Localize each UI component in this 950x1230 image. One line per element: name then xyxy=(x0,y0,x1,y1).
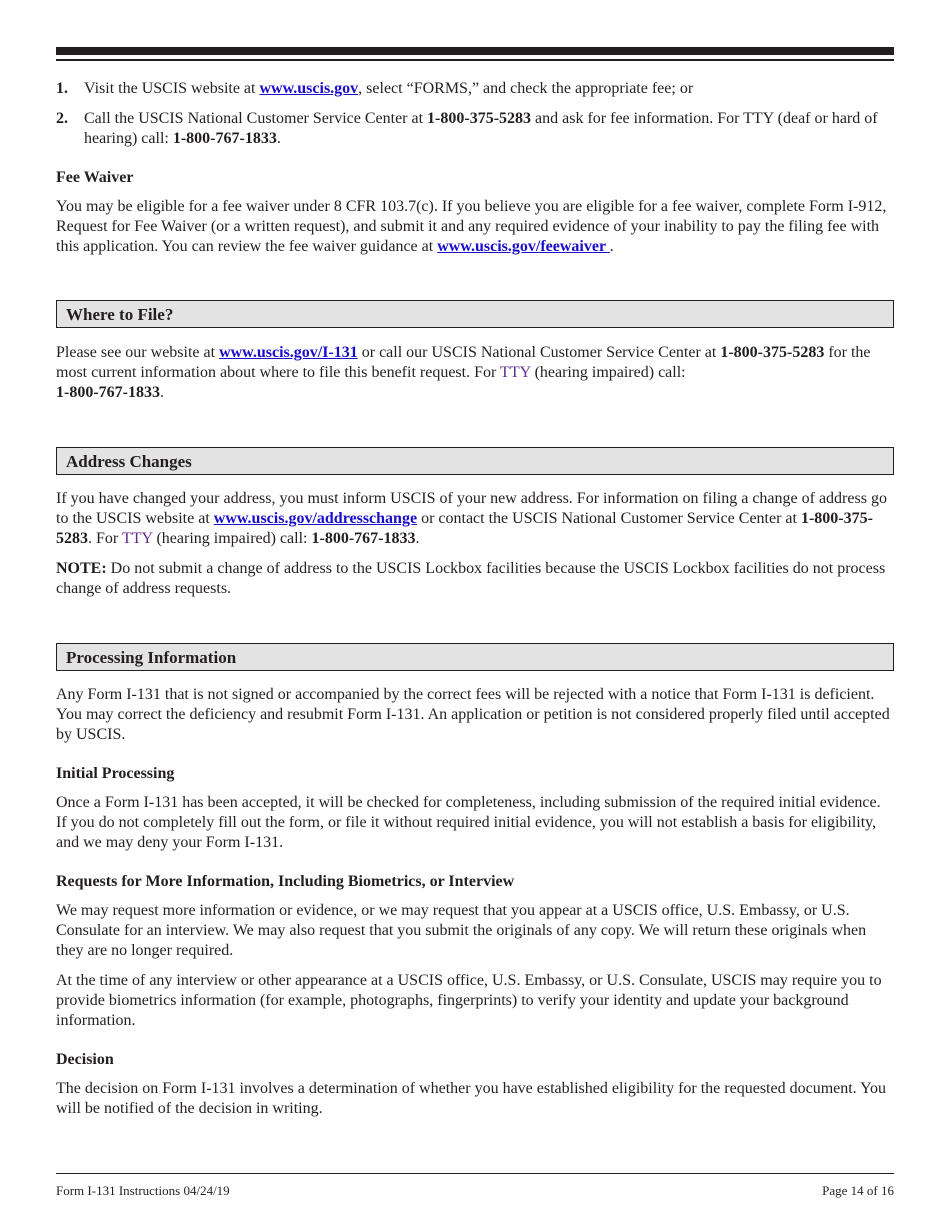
fee-waiver-heading: Fee Waiver xyxy=(56,169,134,186)
tty-text: TTY xyxy=(500,364,531,381)
biometrics-paragraph: At the time of any interview or other appearance at a USCIS office, U.S. Embassy, or U.S. Consulate, USCIS may require you to provide biometrics information (for example, photographs, fingerprints) to verify your identity and update your background information. xyxy=(56,972,882,1029)
tty-phone-number: 1-800-767-1833 xyxy=(56,384,160,401)
header-thick-rule xyxy=(56,47,894,55)
list-item: 1. Visit the USCIS website at www.uscis.gov, select “FORMS,” and check the appropriate fee; or xyxy=(56,80,694,97)
initial-processing-heading: Initial Processing xyxy=(56,765,175,782)
page-number: Page 14 of 16 xyxy=(822,1183,894,1198)
note-label: NOTE: xyxy=(56,560,107,577)
fee-waiver-paragraph: You may be eligible for a fee waiver under 8 CFR 103.7(c). If you believe you are eligible for a fee waiver, complete Form I-912, Request for Fee Waiver (or a written request), and submit it and any required evidence of your inability to pay the filing fee with this application. You can review the fee waiver guidance at www.uscis.gov/feewaiver . xyxy=(56,198,887,255)
footer-rule xyxy=(56,1173,894,1174)
address-changes-paragraph: If you have changed your address, you must inform USCIS of your new address. For information on filing a change of address go to the USCIS website at www.uscis.gov/addresschange or contact the USCIS National Customer Service Center at 1-800-375-5283. For TTY (hearing impaired) call: 1-800-767-1833. xyxy=(56,490,887,547)
tty-phone-number: 1-800-767-1833 xyxy=(172,130,277,147)
note-paragraph: NOTE: Do not submit a change of address to the USCIS Lockbox facilities because the USCIS Lockbox facilities do not process change of address requests. xyxy=(56,560,886,597)
list-item: 2. Call the USCIS National Customer Service Center at 1-800-375-5283 and ask for fee information. For TTY (deaf or hard of hearing) call: 1-800-767-1833. xyxy=(56,110,878,147)
initial-processing-paragraph: Once a Form I-131 has been accepted, it will be checked for completeness, including submission of the required initial evidence. If you do not completely fill out the form, or file it without required initial evidence, you will not establish a basis for eligibility, and we may deny your Form I-131. xyxy=(56,794,881,851)
decision-paragraph: The decision on Form I-131 involves a determination of whether you have established eligibility for the requested document. You will be notified of the decision in writing. xyxy=(56,1080,887,1117)
tty-text: TTY xyxy=(121,530,153,547)
i131-link[interactable]: www.uscis.gov/I-131 xyxy=(219,344,358,361)
phone-number: 1-800-375-5283 xyxy=(720,344,825,361)
address-change-link[interactable]: www.uscis.gov/addresschange xyxy=(213,510,418,527)
tty-phone-number: 1-800-767-1833 xyxy=(311,530,416,547)
where-to-file-heading: Where to File? xyxy=(56,300,894,328)
header-thin-rule xyxy=(56,59,894,61)
where-to-file-paragraph: Please see our website at www.uscis.gov/I-131 or call our USCIS National Customer Service Center at 1-800-375-5283 for the most current information about where to file this benefit request. For TTY (hearing impaired) call: 1-800-767-1833. xyxy=(56,344,871,401)
processing-information-heading: Processing Information xyxy=(56,643,894,671)
page-content xyxy=(56,79,894,1119)
requests-paragraph: We may request more information or evidence, or we may request that you appear at a USCIS office, U.S. Embassy, or U.S. Consulate for an interview. We may also request that you submit the originals of any copy. We will return these originals when they are no longer required. xyxy=(56,902,867,959)
phone-number: 1-800-375-5283 xyxy=(56,510,873,547)
phone-number: 1-800-375-5283 xyxy=(427,110,532,127)
list-number: 1. xyxy=(56,80,68,97)
uscis-website-link[interactable]: www.uscis.gov xyxy=(259,80,359,97)
requests-heading: Requests for More Information, Including Biometrics, or Interview xyxy=(56,873,515,890)
fee-waiver-link[interactable]: www.uscis.gov/feewaiver xyxy=(437,238,610,255)
processing-intro-paragraph: Any Form I-131 that is not signed or accompanied by the correct fees will be rejected with a notice that Form I-131 is deficient. You may correct the deficiency and resubmit Form I-131. An application or petition is not considered properly filed until accepted by USCIS. xyxy=(56,686,890,743)
address-changes-heading: Address Changes xyxy=(56,447,894,475)
list-number: 2. xyxy=(56,110,68,127)
decision-heading: Decision xyxy=(56,1051,114,1068)
form-edition-label: Form I-131 Instructions 04/24/19 xyxy=(56,1183,230,1198)
